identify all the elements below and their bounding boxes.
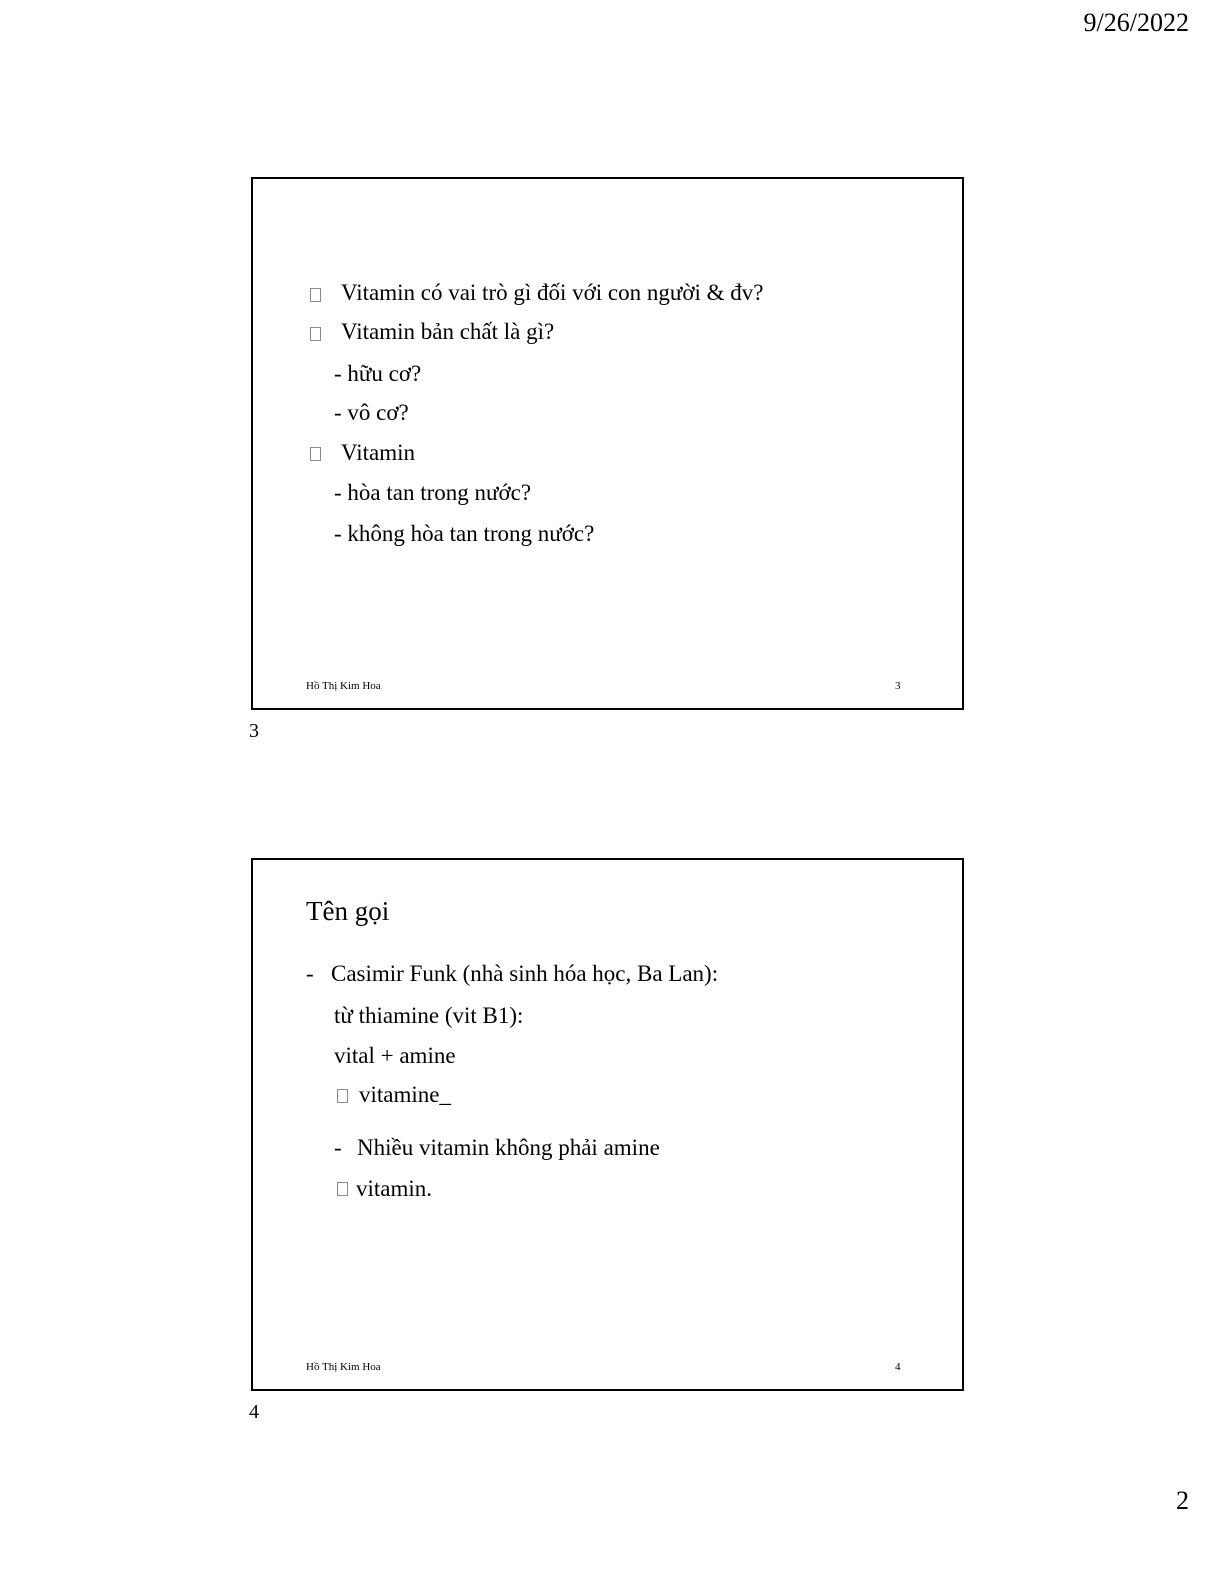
slide-4-line-6: vitamin.: [356, 1176, 433, 1201]
slide-3-footer-author: Hồ Thị Kim Hoa: [306, 680, 381, 692]
slide-3-item-6: - hòa tan trong nước?: [334, 480, 532, 505]
slide-4-index: 4: [249, 1401, 259, 1423]
empty-box-icon: [310, 327, 321, 341]
slide-3-index: 3: [249, 720, 259, 742]
slide-4-line-3: vital + amine: [334, 1043, 456, 1068]
slide-3-item-2: Vitamin bản chất là gì?: [341, 319, 555, 344]
slide-4-line-1: Casimir Funk (nhà sinh hóa học, Ba Lan):: [331, 961, 719, 986]
empty-box-icon: [337, 1182, 348, 1196]
slide-3-item-1: Vitamin có vai trò gì đối với con người & đv?: [341, 280, 764, 305]
slide-4-footer-number: 4: [895, 1361, 901, 1373]
page-number: 2: [1176, 1486, 1189, 1515]
slide-4-title: Tên gọi: [306, 896, 390, 926]
slide-4-footer-author: Hồ Thị Kim Hoa: [306, 1361, 381, 1373]
slide-4-line-1-dash: -: [306, 961, 314, 986]
slide-4-line-4: vitamine_: [359, 1082, 451, 1107]
slide-3: [251, 177, 964, 710]
slide-4-line-5-dash: -: [334, 1135, 342, 1160]
slide-3-item-5: Vitamin: [341, 440, 415, 465]
slide-4-line-2: từ thiamine (vit B1):: [334, 1003, 524, 1028]
page-date: 9/26/2022: [1083, 8, 1189, 37]
empty-box-icon: [310, 288, 321, 302]
empty-box-icon: [337, 1089, 348, 1103]
slide-4-line-5: Nhiều vitamin không phải amine: [357, 1135, 660, 1160]
slide-4: [251, 858, 964, 1391]
slide-3-item-4: - vô cơ?: [334, 400, 409, 425]
slide-3-footer-number: 3: [895, 680, 901, 692]
slide-3-item-3: - hữu cơ?: [334, 361, 422, 386]
empty-box-icon: [310, 447, 321, 461]
slide-3-item-7: - không hòa tan trong nước?: [334, 521, 595, 546]
